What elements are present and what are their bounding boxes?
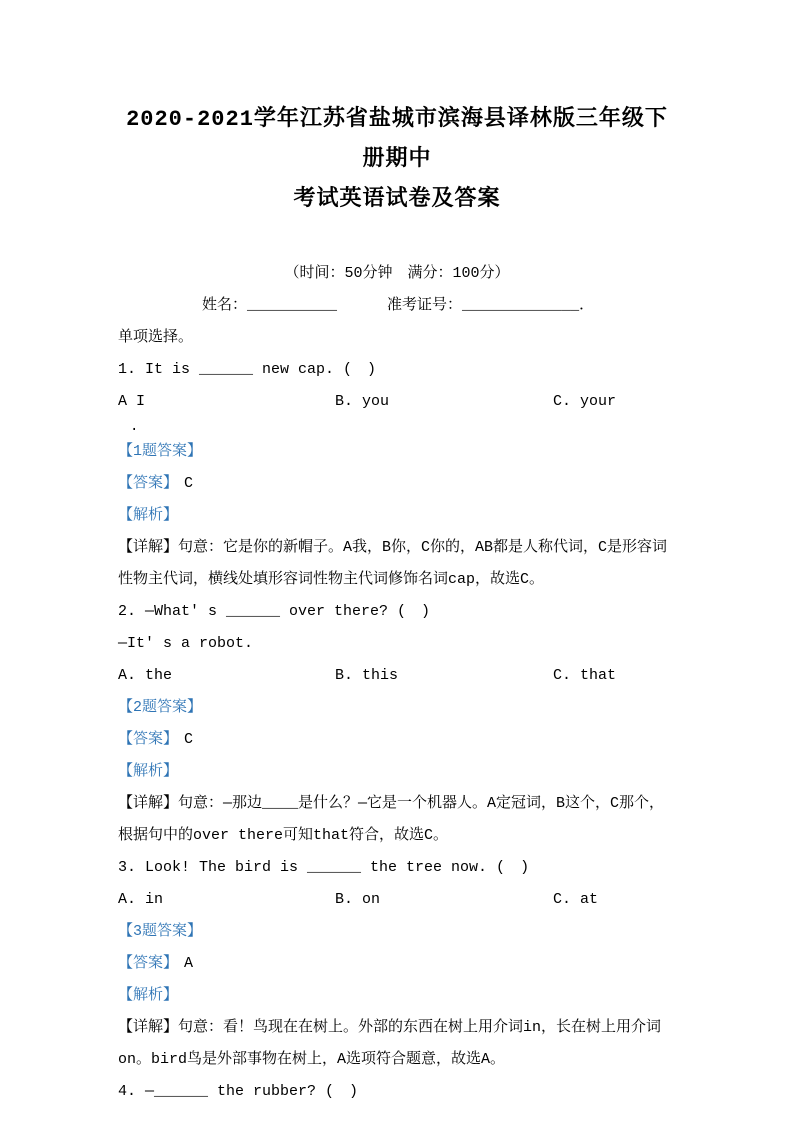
question-stem: 4. —______ the rubber? ( ) [118,1083,359,1100]
options-row [118,660,676,692]
answer-value: C [184,475,194,492]
exam-info: （时间：50分钟 满分：100分） [284,265,510,282]
answer-line [118,948,676,980]
detail-label: 【详解】 [118,539,179,556]
admission-label: 准考证号： [387,297,463,314]
options-row [118,386,676,418]
question-stem: 3. Look! The bird is ______ the tree now. ( ) [118,859,530,876]
question-stem: 2. —What' s ______ over there? ( ) [118,603,431,620]
answer-header: 【1题答案】 [118,443,203,460]
question-block [118,1076,676,1108]
analysis-label: 【解析】 [118,763,179,780]
answer-header: 【2题答案】 [118,699,203,716]
admission-blank: _____________ [462,297,580,314]
question-stem: 1. It is ______ new cap. ( ) [118,361,377,378]
option-b: B. you [335,393,390,410]
question-block [118,596,676,852]
detail-label: 【详解】 [118,1019,179,1036]
detail-text: 句意：看！鸟现在在树上。外部的东西在树上用介词in，长在树上用介词on。bird鸟是外部事物在树上，A选项符合题意，故选A。 [118,1019,662,1068]
answer-value: C [184,731,194,748]
answer-line [118,468,676,500]
analysis-label: 【解析】 [118,507,179,524]
answer-label: 【答案】 [118,955,179,972]
answer-header: 【3题答案】 [118,923,203,940]
page-title-line1: 2020-2021学年江苏省盐城市滨海县译林版三年级下册期中 [126,107,668,172]
questions-container [118,354,676,1108]
answer-line [118,724,676,756]
stray-period: . [130,419,139,435]
option-a: A. in [118,891,164,908]
detail-text: 句意：它是你的新帽子。A我，B你，C你的，AB都是人称代词，C是形容词性物主代词，横线处填形容词性物主代词修饰名词cap，故选C。 [118,539,668,588]
option-c: C. at [553,891,599,908]
option-a: A. the [118,667,173,684]
analysis-label: 【解析】 [118,987,179,1004]
option-c: C. that [553,667,617,684]
options-row [118,884,676,916]
answer-value: A [184,955,194,972]
section-heading: 单项选择。 [118,329,194,346]
answer-label: 【答案】 [118,731,179,748]
question-stem: —It' s a robot. [118,635,254,652]
detail-paragraph [118,788,676,852]
option-c: C. your [553,393,617,410]
option-b: B. this [335,667,399,684]
detail-label: 【详解】 [118,795,179,812]
admission-suffix: ． [579,297,595,314]
name-blank: __________ [247,297,338,314]
name-label: 姓名： [202,297,248,314]
page-title-line2: 考试英语试卷及答案 [293,187,501,212]
detail-paragraph [118,1012,676,1076]
option-b: B. on [335,891,381,908]
detail-text: 句意：—那边____是什么？—它是一个机器人。A定冠词，B这个，C那个，根据句中的over there可知that符合，故选C。 [118,795,665,844]
answer-label: 【答案】 [118,475,179,492]
question-block [118,354,676,596]
detail-paragraph [118,532,676,596]
option-a: A I [118,393,146,410]
name-line [202,290,676,322]
question-block [118,852,676,1076]
